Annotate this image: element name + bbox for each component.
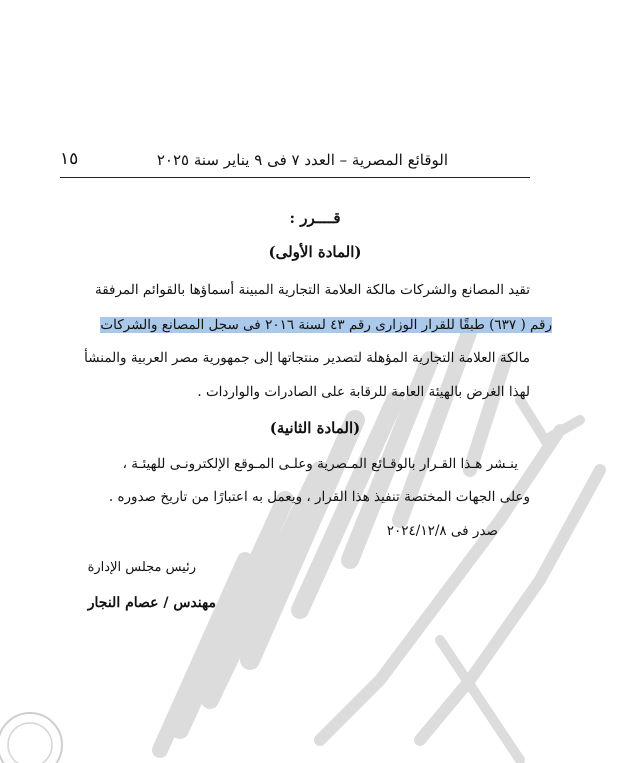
article-2-line-1: ينـشر هـذا القـرار بالوقـائع المـصرية وعلـى المـوقع الإلكترونـى للهيئـة ، xyxy=(122,456,518,472)
article-1-line-1: تقيد المصانع والشركات مالكة العلامة التجارية المبينة أسماؤها بالقوائم المرفقة xyxy=(94,282,530,298)
article-2-line-2: وعلى الجهات المختصة تنفيذ هذا القرار ، ويعمل به اعتبارًا من تاريخ صدوره . xyxy=(108,489,530,505)
page-number: ١٥ xyxy=(60,149,79,169)
article-1-line-2 xyxy=(100,317,552,333)
article-1-title: (المادة الأولى) xyxy=(268,243,362,261)
page-header xyxy=(60,147,530,178)
article-2-title: (المادة الثانية) xyxy=(269,419,361,437)
signer-name: مهندس / عصام النجار xyxy=(87,595,216,611)
article-1-line-4: لهذا الغرض بالهيئة العامة للرقابة على الصادرات والواردات . xyxy=(197,384,530,400)
issue-date: صدر فى ٢٠٢٤/١٢/٨ xyxy=(386,523,498,539)
article-1-line-3: مالكة العلامة التجارية المؤهلة لتصدير منتجاتها إلى جمهورية مصر العربية والمنشأ xyxy=(84,350,530,366)
signer-title: رئيس مجلس الإدارة xyxy=(87,560,196,575)
gazette-title: الوقائع المصرية – العدد ٧ فى ٩ يناير سنة ٢٠٢٥ xyxy=(156,151,448,169)
highlighted-text: رقم ( ٦٣٧) طبقًا للقرار الوزارى رقم ٤٣ لسنة ٢٠١٦ فى سجل المصانع والشركات xyxy=(100,317,552,333)
decree-heading: قــــرر : xyxy=(289,209,341,227)
